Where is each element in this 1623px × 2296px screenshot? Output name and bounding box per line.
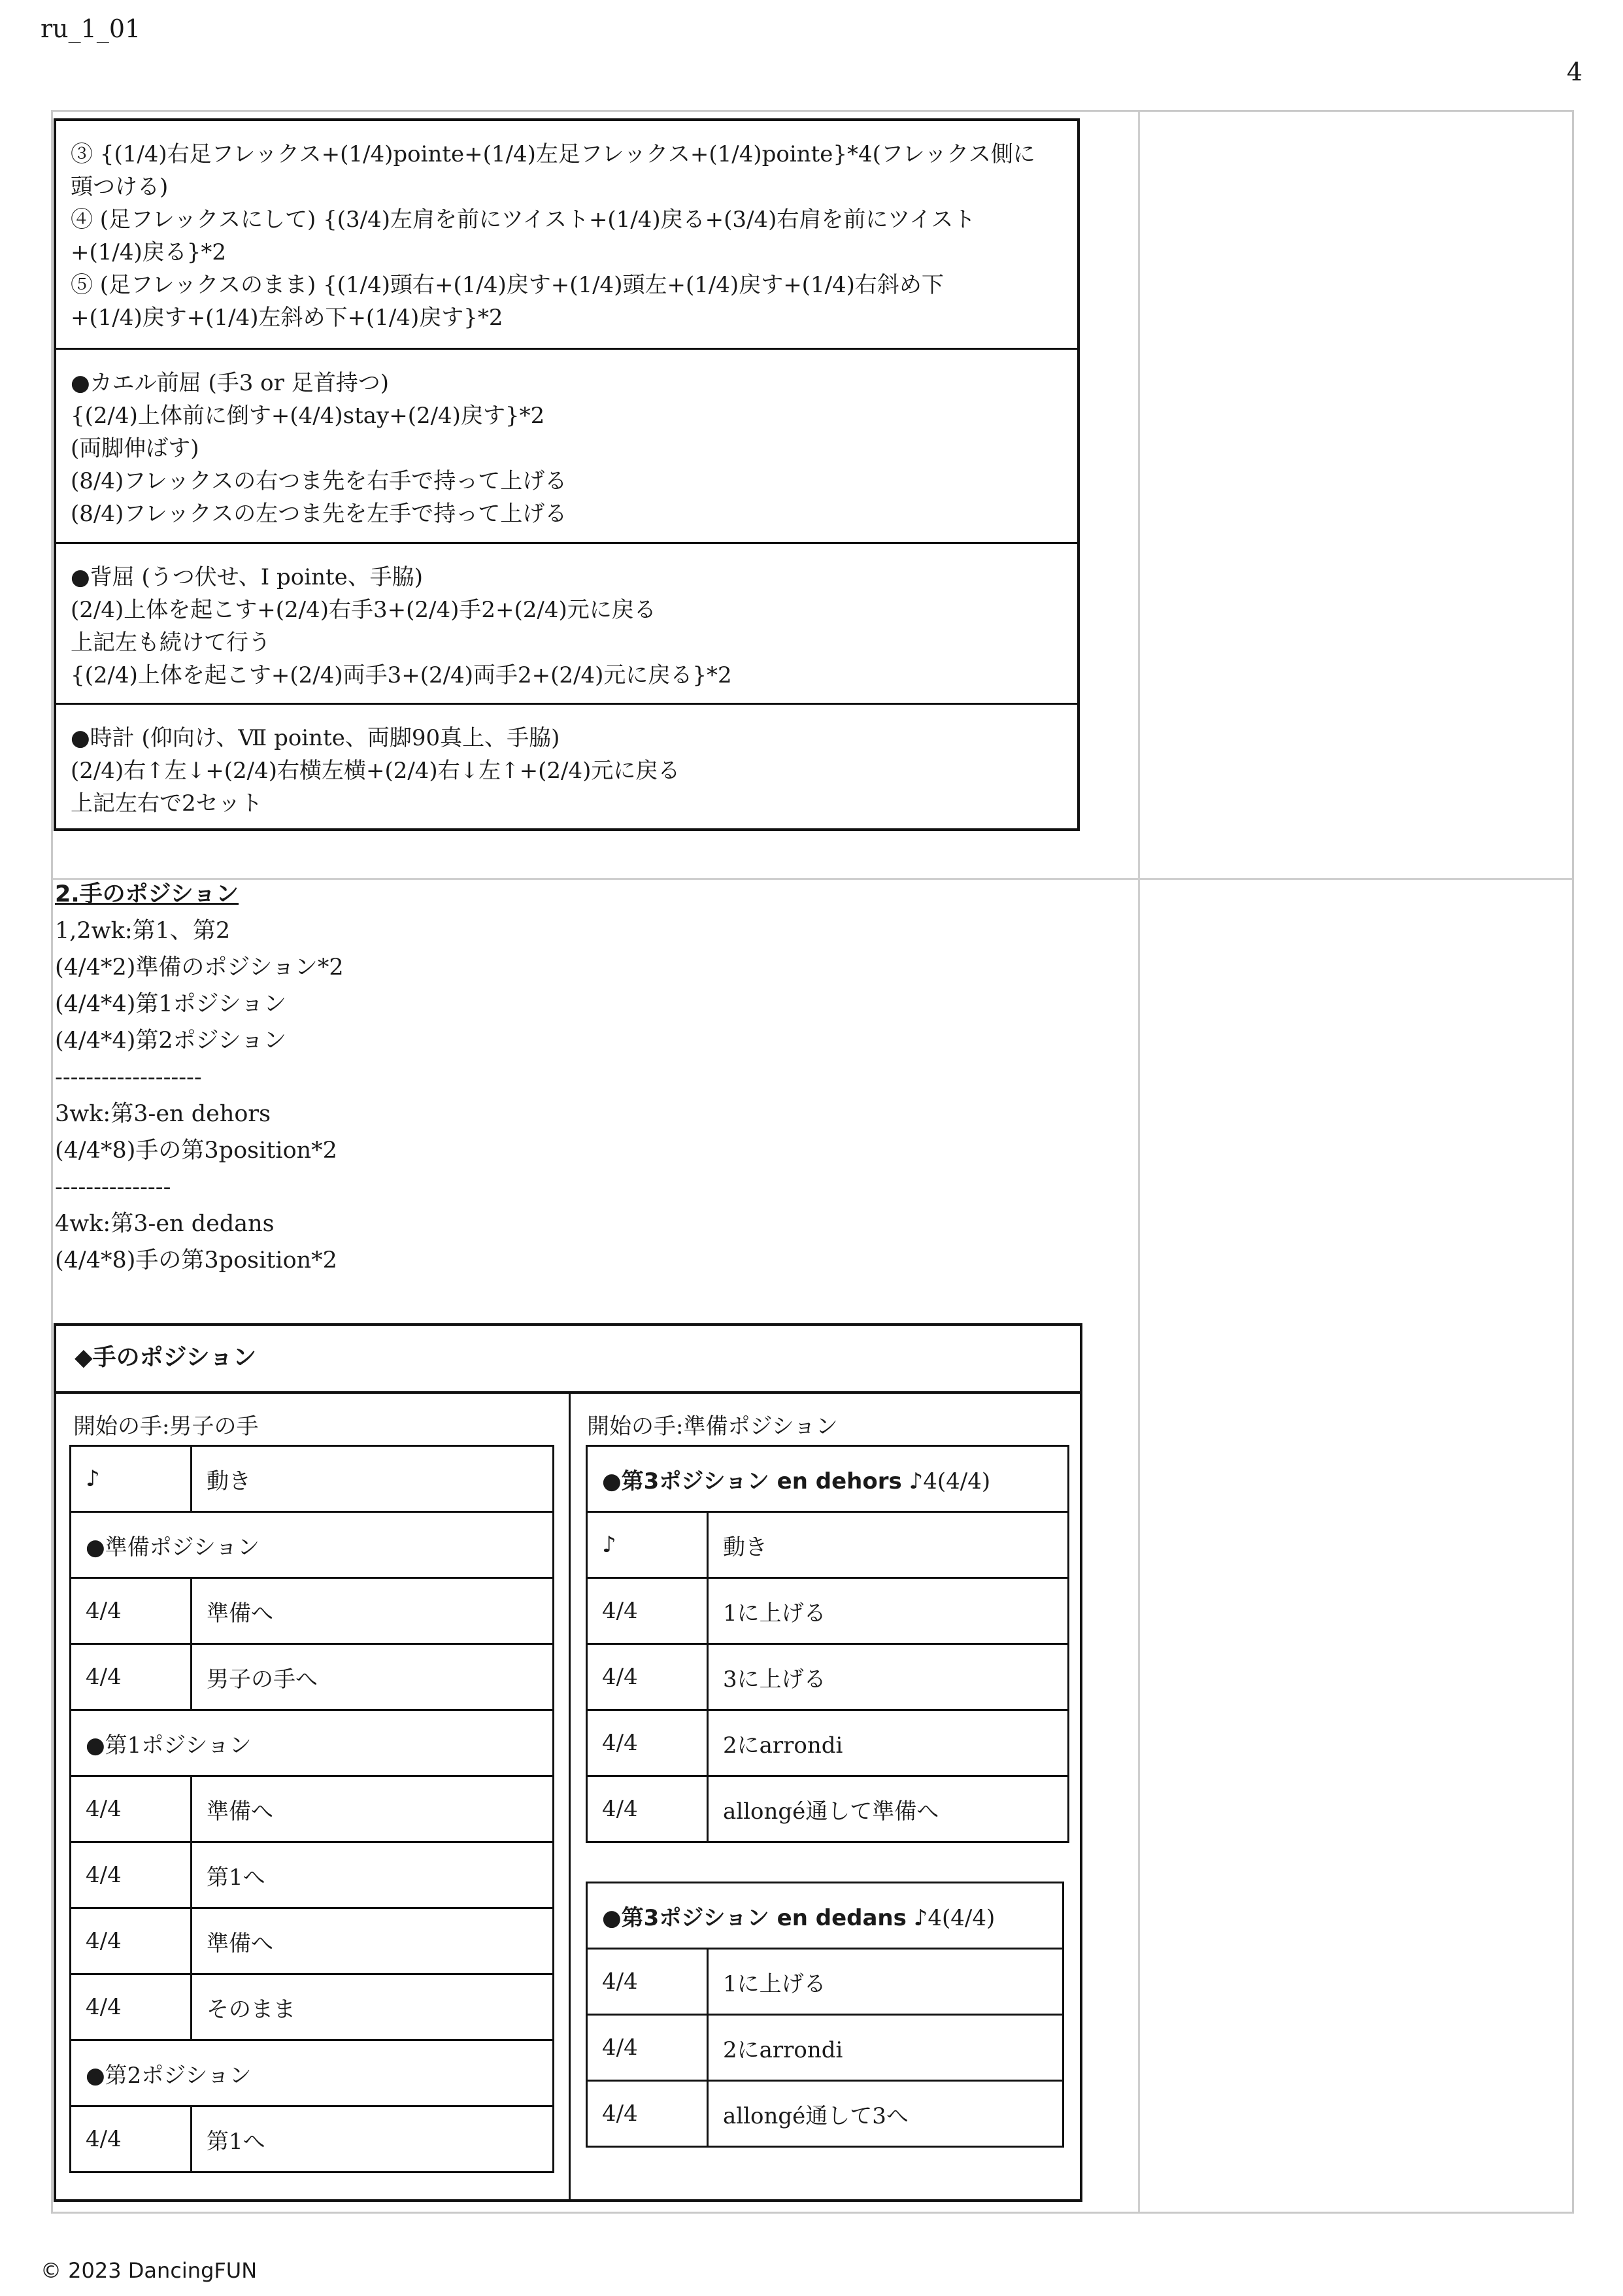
right-table-en-dedans [586,1882,1064,2148]
note-header: ♪ [71,1446,192,1512]
table-row [587,2015,1063,2081]
table-row [71,1776,554,1842]
table-title-meter: ♪4(4/4) [906,1904,996,1931]
table-title-bold: ●第3ポジション en dedans [602,1904,907,1931]
table-title-row [587,1446,1069,1512]
section-hand-positions [55,876,344,1279]
exercise-line: (8/4)フレックスの左つま先を左手で持って上げる [71,501,567,527]
table-row [587,1644,1069,1710]
right-start-label: 開始の手:準備ポジション [587,1413,838,1440]
move-header: 動き [192,1446,554,1512]
exercise-line: 頭つける) [71,174,169,200]
note-cell: 4/4 [587,1578,708,1644]
note-cell: 4/4 [71,1578,192,1644]
exercise-line: ●カエル前屈 (手3 or 足首持つ) [71,370,389,396]
section-line: (4/4*8)手の第3position*2 [55,1247,337,1274]
move-cell: allongé通して3へ [708,2081,1063,2147]
table-row [587,1710,1069,1776]
exercise-line: +(1/4)戻す+(1/4)左斜め下+(1/4)戻す}*2 [71,305,503,331]
move-cell: 男子の手へ [192,1644,554,1710]
right-table-en-dehors [586,1445,1069,1843]
move-cell: 第1へ [192,2106,554,2172]
copyright-footer: © 2023 DancingFUN [41,2258,258,2283]
hand-positions-title: ◆手のポジション [56,1326,1080,1394]
note-cell: 4/4 [587,1710,708,1776]
exercise-line: ⑤ (足フレックスのまま) {(1/4)頭右+(1/4)戻す+(1/4)頭左+(1/4)戻す+(1/4)右斜め下 [71,272,944,298]
section-separator: ------------------- [55,1064,202,1090]
table-header-row [587,1512,1069,1578]
exercise-line: +(1/4)戻る}*2 [71,239,226,265]
note-cell: 4/4 [71,1776,192,1842]
section-line: 3wk:第3-en dehors [55,1101,271,1127]
table-row [71,1842,554,1908]
exercise-line: ④ (足フレックスにして) {(3/4)左肩を前にツイスト+(1/4)戻る+(3/4)右肩を前にツイスト [71,207,976,233]
group-label: ●第1ポジション [71,1710,554,1776]
note-cell: 4/4 [587,2081,708,2147]
section-line: (4/4*4)第1ポジション [55,991,287,1017]
table-row [587,1776,1069,1842]
table-title [587,1446,1069,1512]
move-cell: 2にarrondi [708,1710,1069,1776]
table-row [71,1578,554,1644]
note-header: ♪ [587,1512,708,1578]
table-header-row [71,1446,554,1512]
note-cell: 4/4 [587,1644,708,1710]
note-cell: 4/4 [71,1644,192,1710]
move-cell: 3に上げる [708,1644,1069,1710]
table-title-row [587,1883,1063,1949]
note-cell: 4/4 [587,2015,708,2081]
hand-box-divider [569,1394,571,2199]
section-heading: 2.手のポジション [55,881,239,907]
left-start-label: 開始の手:男子の手 [73,1413,259,1440]
table-row [71,1974,554,2040]
exercise-segment-frog [56,350,1077,544]
exercise-segment-flex [56,121,1077,350]
note-cell: 4/4 [71,1908,192,1974]
exercise-segment-clock [56,705,1077,828]
move-cell: 1に上げる [708,1578,1069,1644]
exercise-line: {(2/4)上体前に倒す+(4/4)stay+(2/4)戻す}*2 [71,403,545,429]
note-cell: 4/4 [71,2106,192,2172]
exercise-segment-back [56,544,1077,705]
table-row [71,2106,554,2172]
group-row [71,1512,554,1578]
exercise-box [54,118,1080,831]
table-row [587,1949,1063,2015]
section-line: (4/4*8)手の第3position*2 [55,1138,337,1164]
section-separator: --------------- [55,1174,171,1200]
move-cell: 1に上げる [708,1949,1063,2015]
note-cell: 4/4 [587,1949,708,2015]
note-cell: 4/4 [587,1776,708,1842]
table-row [71,1908,554,1974]
page-number: 4 [1566,58,1582,86]
move-header: 動き [708,1512,1069,1578]
exercise-line: (8/4)フレックスの右つま先を右手で持って上げる [71,468,567,494]
group-label: ●第2ポジション [71,2040,554,2106]
note-cell: 4/4 [71,1842,192,1908]
section-line: (4/4*2)準備のポジション*2 [55,954,344,981]
note-cell: 4/4 [71,1974,192,2040]
move-cell: 第1へ [192,1842,554,1908]
table-row [587,2081,1063,2147]
move-cell: 準備へ [192,1776,554,1842]
document-id: ru_1_01 [41,14,141,43]
table-title-bold: ●第3ポジション en dehors [602,1468,902,1494]
exercise-line: ③ {(1/4)右足フレックス+(1/4)pointe+(1/4)左足フレックス+(1/4)pointe}*4(フレックス側に [71,141,1035,167]
exercise-line: ●背屈 (うつ伏せ、I pointe、手脇) [71,564,424,590]
move-cell: allongé通して準備へ [708,1776,1069,1842]
group-label: ●準備ポジション [71,1512,554,1578]
section-line: 4wk:第3-en dedans [55,1211,275,1237]
exercise-line: {(2/4)上体を起こす+(2/4)両手3+(2/4)両手2+(2/4)元に戻る}*2 [71,662,732,688]
table-title [587,1883,1063,1949]
table-title-meter: ♪4(4/4) [901,1468,991,1494]
section-line: 1,2wk:第1、第2 [55,918,231,944]
table-row [587,1578,1069,1644]
section-line: (4/4*4)第2ポジション [55,1028,287,1054]
move-cell: そのまま [192,1974,554,2040]
column-divider [1138,112,1140,2212]
move-cell: 2にarrondi [708,2015,1063,2081]
exercise-line: ●時計 (仰向け、Ⅶ pointe、両脚90真上、手脇) [71,725,560,751]
exercise-line: 上記左も続けて行う [71,630,271,656]
exercise-line: 上記左右で2セット [71,790,263,817]
move-cell: 準備へ [192,1908,554,1974]
left-position-table [69,1445,554,2173]
exercise-line: (2/4)右↑左↓+(2/4)右横左横+(2/4)右↓左↑+(2/4)元に戻る [71,758,680,784]
exercise-line: (両脚伸ばす) [71,435,199,462]
exercise-line: (2/4)上体を起こす+(2/4)右手3+(2/4)手2+(2/4)元に戻る [71,597,656,623]
move-cell: 準備へ [192,1578,554,1644]
group-row [71,2040,554,2106]
table-row [71,1644,554,1710]
group-row [71,1710,554,1776]
hand-positions-box [54,1323,1082,2202]
